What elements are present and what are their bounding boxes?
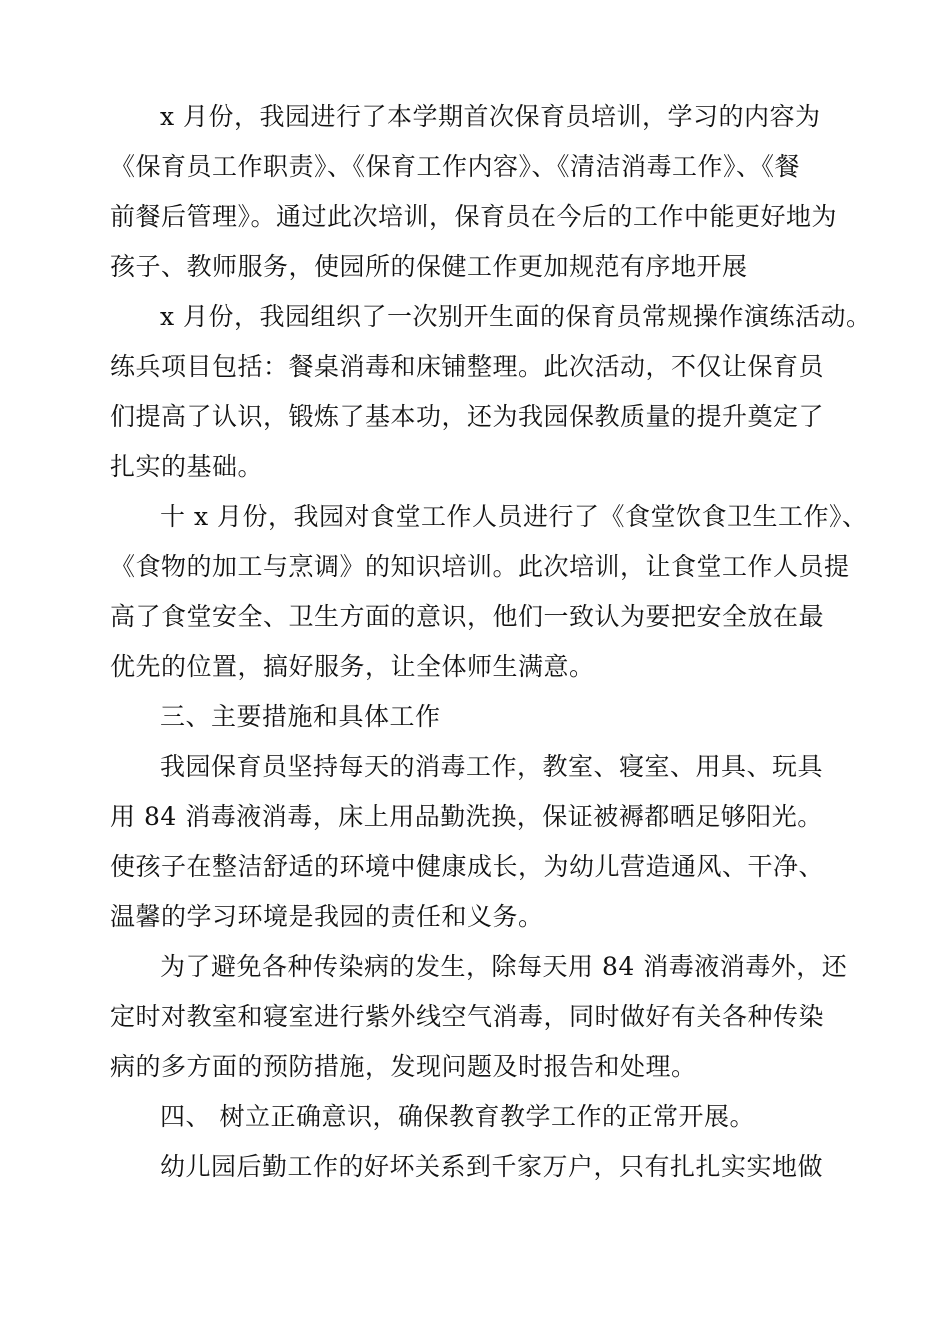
section-heading-3: 三、主要措施和具体工作 (160, 702, 441, 731)
paragraph-2-line-2: 练兵项目包括：餐桌消毒和床铺整理。此次活动，不仅让保育员 (110, 352, 825, 381)
paragraph-3-line-4: 优先的位置，搞好服务，让全体师生满意。 (110, 652, 595, 681)
paragraph-2-line-1: x 月份，我园组织了一次别开生面的保育员常规操作演练活动。 (160, 302, 872, 331)
paragraph-4-line-3: 使孩子在整洁舒适的环境中健康成长，为幼儿营造通风、干净、 (110, 852, 825, 881)
paragraph-3-line-3: 高了食堂安全、卫生方面的意识，他们一致认为要把安全放在最 (110, 602, 825, 631)
paragraph-5-line-3: 病的多方面的预防措施，发现问题及时报告和处理。 (110, 1052, 697, 1081)
paragraph-1-line-4: 孩子、教师服务，使园所的保健工作更加规范有序地开展 (110, 252, 748, 281)
paragraph-2-line-4: 扎实的基础。 (110, 452, 264, 481)
section-heading-4: 四、 树立正确意识，确保教育教学工作的正常开展。 (160, 1102, 755, 1131)
paragraph-3-line-2: 《食物的加工与烹调》的知识培训。此次培训，让食堂工作人员提 (110, 552, 850, 581)
paragraph-3-line-1: 十 x 月份，我园对食堂工作人员进行了《食堂饮食卫生工作》、 (160, 502, 868, 531)
paragraph-1-line-1: x 月份，我园进行了本学期首次保育员培训，学习的内容为 (160, 102, 821, 131)
paragraph-1-line-2: 《保育员工作职责》、《保育工作内容》、《清洁消毒工作》、《餐 (110, 152, 801, 181)
paragraph-5-line-1: 为了避免各种传染病的发生，除每天用 84 消毒液消毒外，还 (160, 952, 848, 981)
paragraph-4-line-1: 我园保育员坚持每天的消毒工作，教室、寝室、用具、玩具 (160, 752, 824, 781)
paragraph-4-line-2: 用 84 消毒液消毒，床上用品勤洗换，保证被褥都晒足够阳光。 (110, 802, 823, 831)
paragraph-1-line-3: 前餐后管理》。通过此次培训，保育员在今后的工作中能更好地为 (110, 202, 838, 231)
paragraph-5-line-2: 定时对教室和寝室进行紫外线空气消毒，同时做好有关各种传染 (110, 1002, 825, 1031)
paragraph-2-line-3: 们提高了认识，锻炼了基本功，还为我园保教质量的提升奠定了 (110, 402, 825, 431)
paragraph-4-line-4: 温馨的学习环境是我园的责任和义务。 (110, 902, 544, 931)
paragraph-6-line-1: 幼儿园后勤工作的好坏关系到千家万户，只有扎扎实实地做 (160, 1152, 824, 1181)
